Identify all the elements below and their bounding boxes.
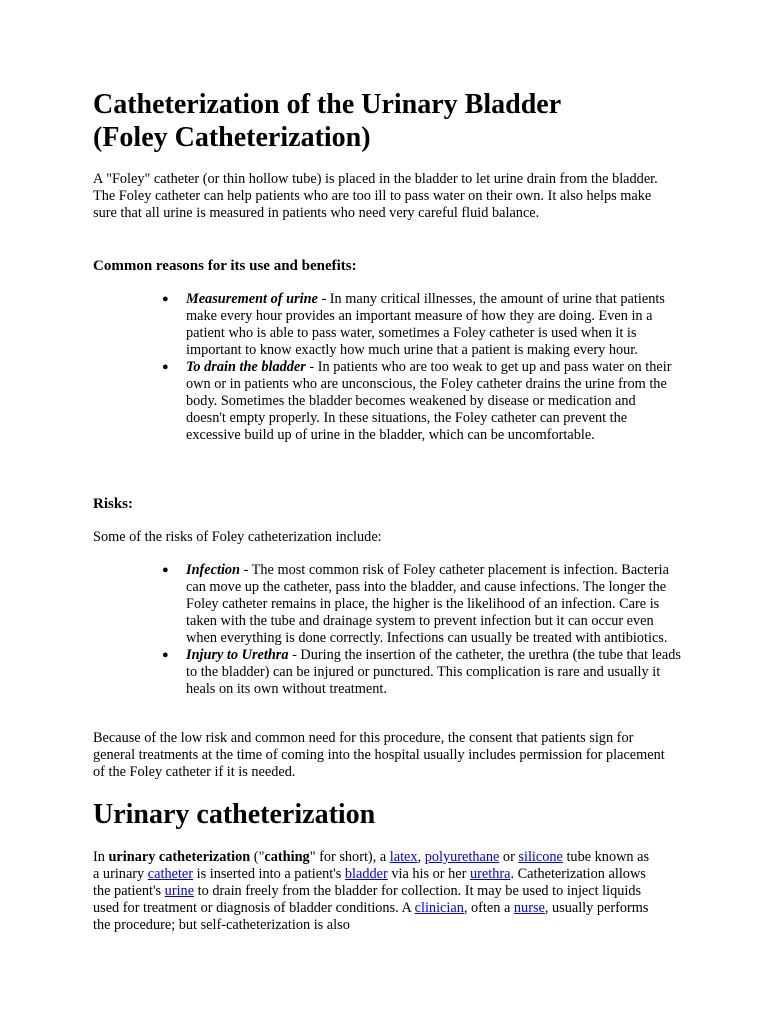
closing-paragraph: Because of the low risk and common need for this procedure, the consent that patients sign for general treatments at the time of coming into the hospital usually includes permission for placement of the Foley catheter if it is needed. bbox=[93, 730, 665, 780]
list-item-text: - The most common risk of Foley catheter placement is infection. Bacteria can move up the catheter, pass into the bladder, and cause infections. The longer the Foley catheter remains in place, the higher is the likelihood of an infection. Care is taken with the tube and drainage system to prevent infection but it can occur even when everything is done correctly. Infections can usually be treated with antibiotics. bbox=[186, 562, 669, 646]
list-item bbox=[162, 647, 681, 698]
urinary-paragraph bbox=[93, 849, 658, 934]
benefits-heading: Common reasons for its use and benefits: bbox=[93, 258, 357, 274]
text-run: via his or her bbox=[387, 866, 470, 882]
link-clinician[interactable]: clinician bbox=[414, 900, 464, 916]
text-run: to drain freely from the bladder for collection. It may be used to inject liquids used for treatment or diagnosis of bladder conditions. A bbox=[93, 883, 642, 916]
bullet-icon: ● bbox=[162, 361, 169, 373]
intro-paragraph: A "Foley" catheter (or thin hollow tube) is placed in the bladder to let urine drain from the bladder. The Foley catheter can help patients who are too ill to pass water on their own. It also helps make sure that all urine is measured in patients who need very careful fluid balance. bbox=[93, 171, 658, 221]
text-run: " for short), a bbox=[309, 849, 390, 865]
title-line-2: (Foley Catheterization) bbox=[93, 122, 371, 153]
section-heading-urinary: Urinary catheterization bbox=[93, 799, 376, 830]
list-item-text: - In many critical illnesses, the amount of urine that patients make every hour provides an important measure of how they are doing. Even in a patient who is able to pass water, sometimes a Foley catheter is used when it is important to know exactly how much urine that a patient is making every hour. bbox=[186, 291, 665, 358]
list-item bbox=[162, 291, 676, 359]
text-run: or bbox=[499, 849, 519, 865]
link-silicone[interactable]: silicone bbox=[518, 849, 563, 865]
bullet-icon: ● bbox=[162, 564, 169, 576]
list-item-text: - In patients who are too weak to get up and pass water on their own or in patients who are unconscious, the Foley catheter drains the urine from the body. Sometimes the bladder becomes weakened by disease or medication and doesn't empty properly. In these situations, the Foley catheter can prevent the excessive build up of urine in the bladder, which can be uncomfortable. bbox=[186, 359, 672, 443]
list-item-term: Infection bbox=[186, 562, 241, 578]
text-run: tube known as a urinary bbox=[93, 849, 650, 882]
text-run: is inserted into a patient's bbox=[193, 866, 345, 882]
bold-term: urinary catheterization bbox=[108, 849, 251, 865]
link-bladder[interactable]: bladder bbox=[344, 866, 388, 882]
page-title bbox=[93, 88, 693, 154]
list-item-term: To drain the bladder bbox=[186, 359, 306, 375]
link-catheter[interactable]: catheter bbox=[147, 866, 194, 882]
list-item-term: Measurement of urine bbox=[186, 291, 318, 307]
link-nurse[interactable]: nurse bbox=[513, 900, 545, 916]
text-run: , often a bbox=[463, 900, 514, 916]
link-urethra[interactable]: urethra bbox=[469, 866, 511, 882]
link-latex[interactable]: latex bbox=[389, 849, 418, 865]
text-run: . Catheterization allows the patient's bbox=[93, 866, 646, 899]
risks-list bbox=[162, 562, 681, 698]
title-line-1: Catheterization of the Urinary Bladder bbox=[93, 89, 562, 120]
benefits-list bbox=[162, 291, 676, 444]
bold-term: cathing bbox=[264, 849, 310, 865]
bullet-icon: ● bbox=[162, 293, 169, 305]
risks-heading: Risks: bbox=[93, 496, 134, 512]
link-urine[interactable]: urine bbox=[164, 883, 195, 899]
text-run: In bbox=[93, 849, 109, 865]
text-run: , usually performs the procedure; but self-catheterization is also bbox=[93, 900, 649, 933]
list-item-text: - During the insertion of the catheter, the urethra (the tube that leads to the bladder) can be injured or punctured. This complication is rare and usually it heals on its own without treatment. bbox=[186, 647, 681, 697]
list-item-term: Injury to Urethra bbox=[186, 647, 289, 663]
text-run: , bbox=[417, 849, 425, 865]
text-run: (" bbox=[250, 849, 265, 865]
list-item bbox=[162, 359, 676, 444]
list-item bbox=[162, 562, 681, 647]
bullet-icon: ● bbox=[162, 649, 169, 661]
risks-intro: Some of the risks of Foley catheterization include: bbox=[93, 529, 382, 545]
link-polyurethane[interactable]: polyurethane bbox=[424, 849, 500, 865]
